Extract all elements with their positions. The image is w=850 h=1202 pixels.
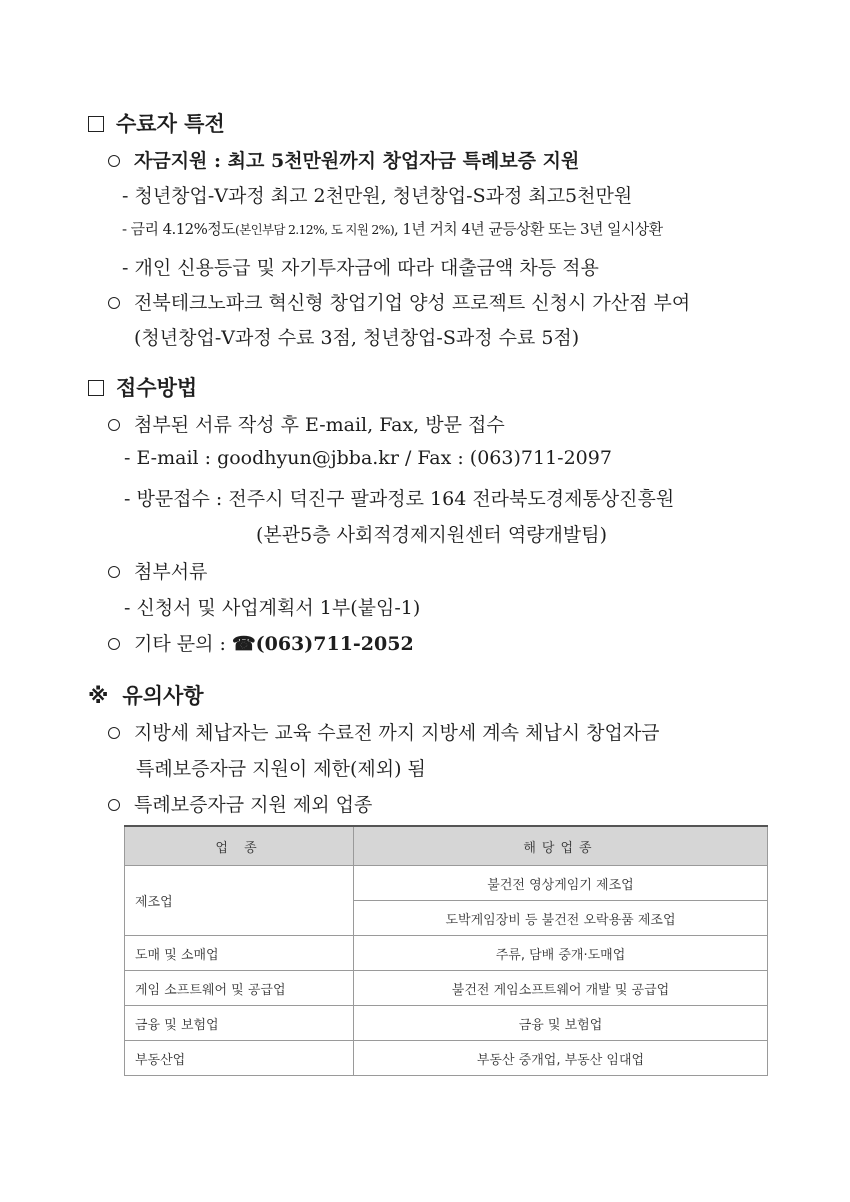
- table-cell-item: 주류, 담배 중개·도매업: [354, 936, 768, 971]
- fund-detail-3: - 개인 신용등급 및 자기투자금에 따라 대출금액 차등 적용: [122, 257, 599, 279]
- excluded-industries-table: [124, 825, 768, 1076]
- contact-phone: ☎(063)711-2052: [231, 633, 414, 655]
- table-row: [125, 971, 768, 1006]
- checkbox-square-icon: [88, 380, 104, 396]
- table-cell-category: 제조업: [125, 866, 354, 936]
- table-cell-category: 게임 소프트웨어 및 공급업: [125, 971, 354, 1006]
- reference-mark-icon: ※: [88, 684, 109, 708]
- column-header-applicable: 해당업종: [354, 826, 768, 866]
- attached-docs-detail: - 신청서 및 사업계획서 1부(붙임-1): [124, 597, 421, 619]
- note-2-line: 특례보증자금 지원 제외 업종: [108, 790, 372, 817]
- contact-line: 기타 문의 : ☎(063)711-2052: [108, 629, 414, 656]
- table-row: [125, 1006, 768, 1041]
- bonus-point-line: 전북테크노파크 혁신형 창업기업 양성 프로젝트 신청시 가산점 부여: [108, 288, 690, 315]
- checkbox-square-icon: [88, 116, 104, 132]
- section-heading-benefits: 수료자 특전: [88, 108, 225, 138]
- circle-bullet-icon: [108, 638, 120, 650]
- table-cell-item: 도박게임장비 등 불건전 오락용품 제조업: [354, 901, 768, 936]
- circle-bullet-icon: [108, 566, 120, 578]
- table-cell-item: 금융 및 보험업: [354, 1006, 768, 1041]
- table-cell-item: 불건전 게임소프트웨어 개발 및 공급업: [354, 971, 768, 1006]
- circle-bullet-icon: [108, 727, 120, 739]
- table-cell-item: 불건전 영상게임기 제조업: [354, 866, 768, 901]
- submit-method-line: 첨부된 서류 작성 후 E-mail, Fax, 방문 접수: [108, 410, 505, 437]
- section-heading-application: 접수방법: [88, 372, 197, 402]
- table-row: [125, 936, 768, 971]
- column-header-industry: 업 종: [125, 826, 354, 866]
- table-cell-category: 도매 및 소매업: [125, 936, 354, 971]
- note-1-detail: 특례보증자금 지원이 제한(제외) 됨: [136, 758, 426, 780]
- circle-bullet-icon: [108, 297, 120, 309]
- fund-detail-2: - 금리 4.12%정도(본인부담 2.12%, 도 지원 2%), 1년 거치 4년 균등상환 또는 3년 일시상환: [122, 220, 663, 238]
- visit-address-line: - 방문접수 : 전주시 덕진구 팔과정로 164 전라북도경제통상진흥원: [124, 488, 675, 510]
- circle-bullet-icon: [108, 155, 120, 167]
- fund-detail-1: - 청년창업-V과정 최고 2천만원, 청년창업-S과정 최고5천만원: [122, 185, 633, 207]
- note-1-line: 지방세 체납자는 교육 수료전 까지 지방세 계속 체납시 창업자금: [108, 718, 660, 745]
- table-row: [125, 1041, 768, 1076]
- visit-address-detail: (본관5층 사회적경제지원센터 역량개발팀): [256, 524, 608, 546]
- table-cell-item: 부동산 중개업, 부동산 임대업: [354, 1041, 768, 1076]
- table-header-row: [125, 826, 768, 866]
- section-heading-notes: ※ 유의사항: [88, 684, 204, 708]
- fund-support-line: 자금지원 : 최고 5천만원까지 창업자금 특례보증 지원: [108, 146, 579, 173]
- attached-docs-line: 첨부서류: [108, 557, 207, 584]
- table-cell-category: 금융 및 보험업: [125, 1006, 354, 1041]
- circle-bullet-icon: [108, 799, 120, 811]
- table-cell-category: 부동산업: [125, 1041, 354, 1076]
- email-fax-line: - E-mail : goodhyun@jbba.kr / Fax : (063)711-2097: [124, 447, 612, 469]
- table-row: [125, 866, 768, 901]
- circle-bullet-icon: [108, 419, 120, 431]
- bonus-point-detail: (청년창업-V과정 수료 3점, 청년창업-S과정 수료 5점): [134, 327, 580, 349]
